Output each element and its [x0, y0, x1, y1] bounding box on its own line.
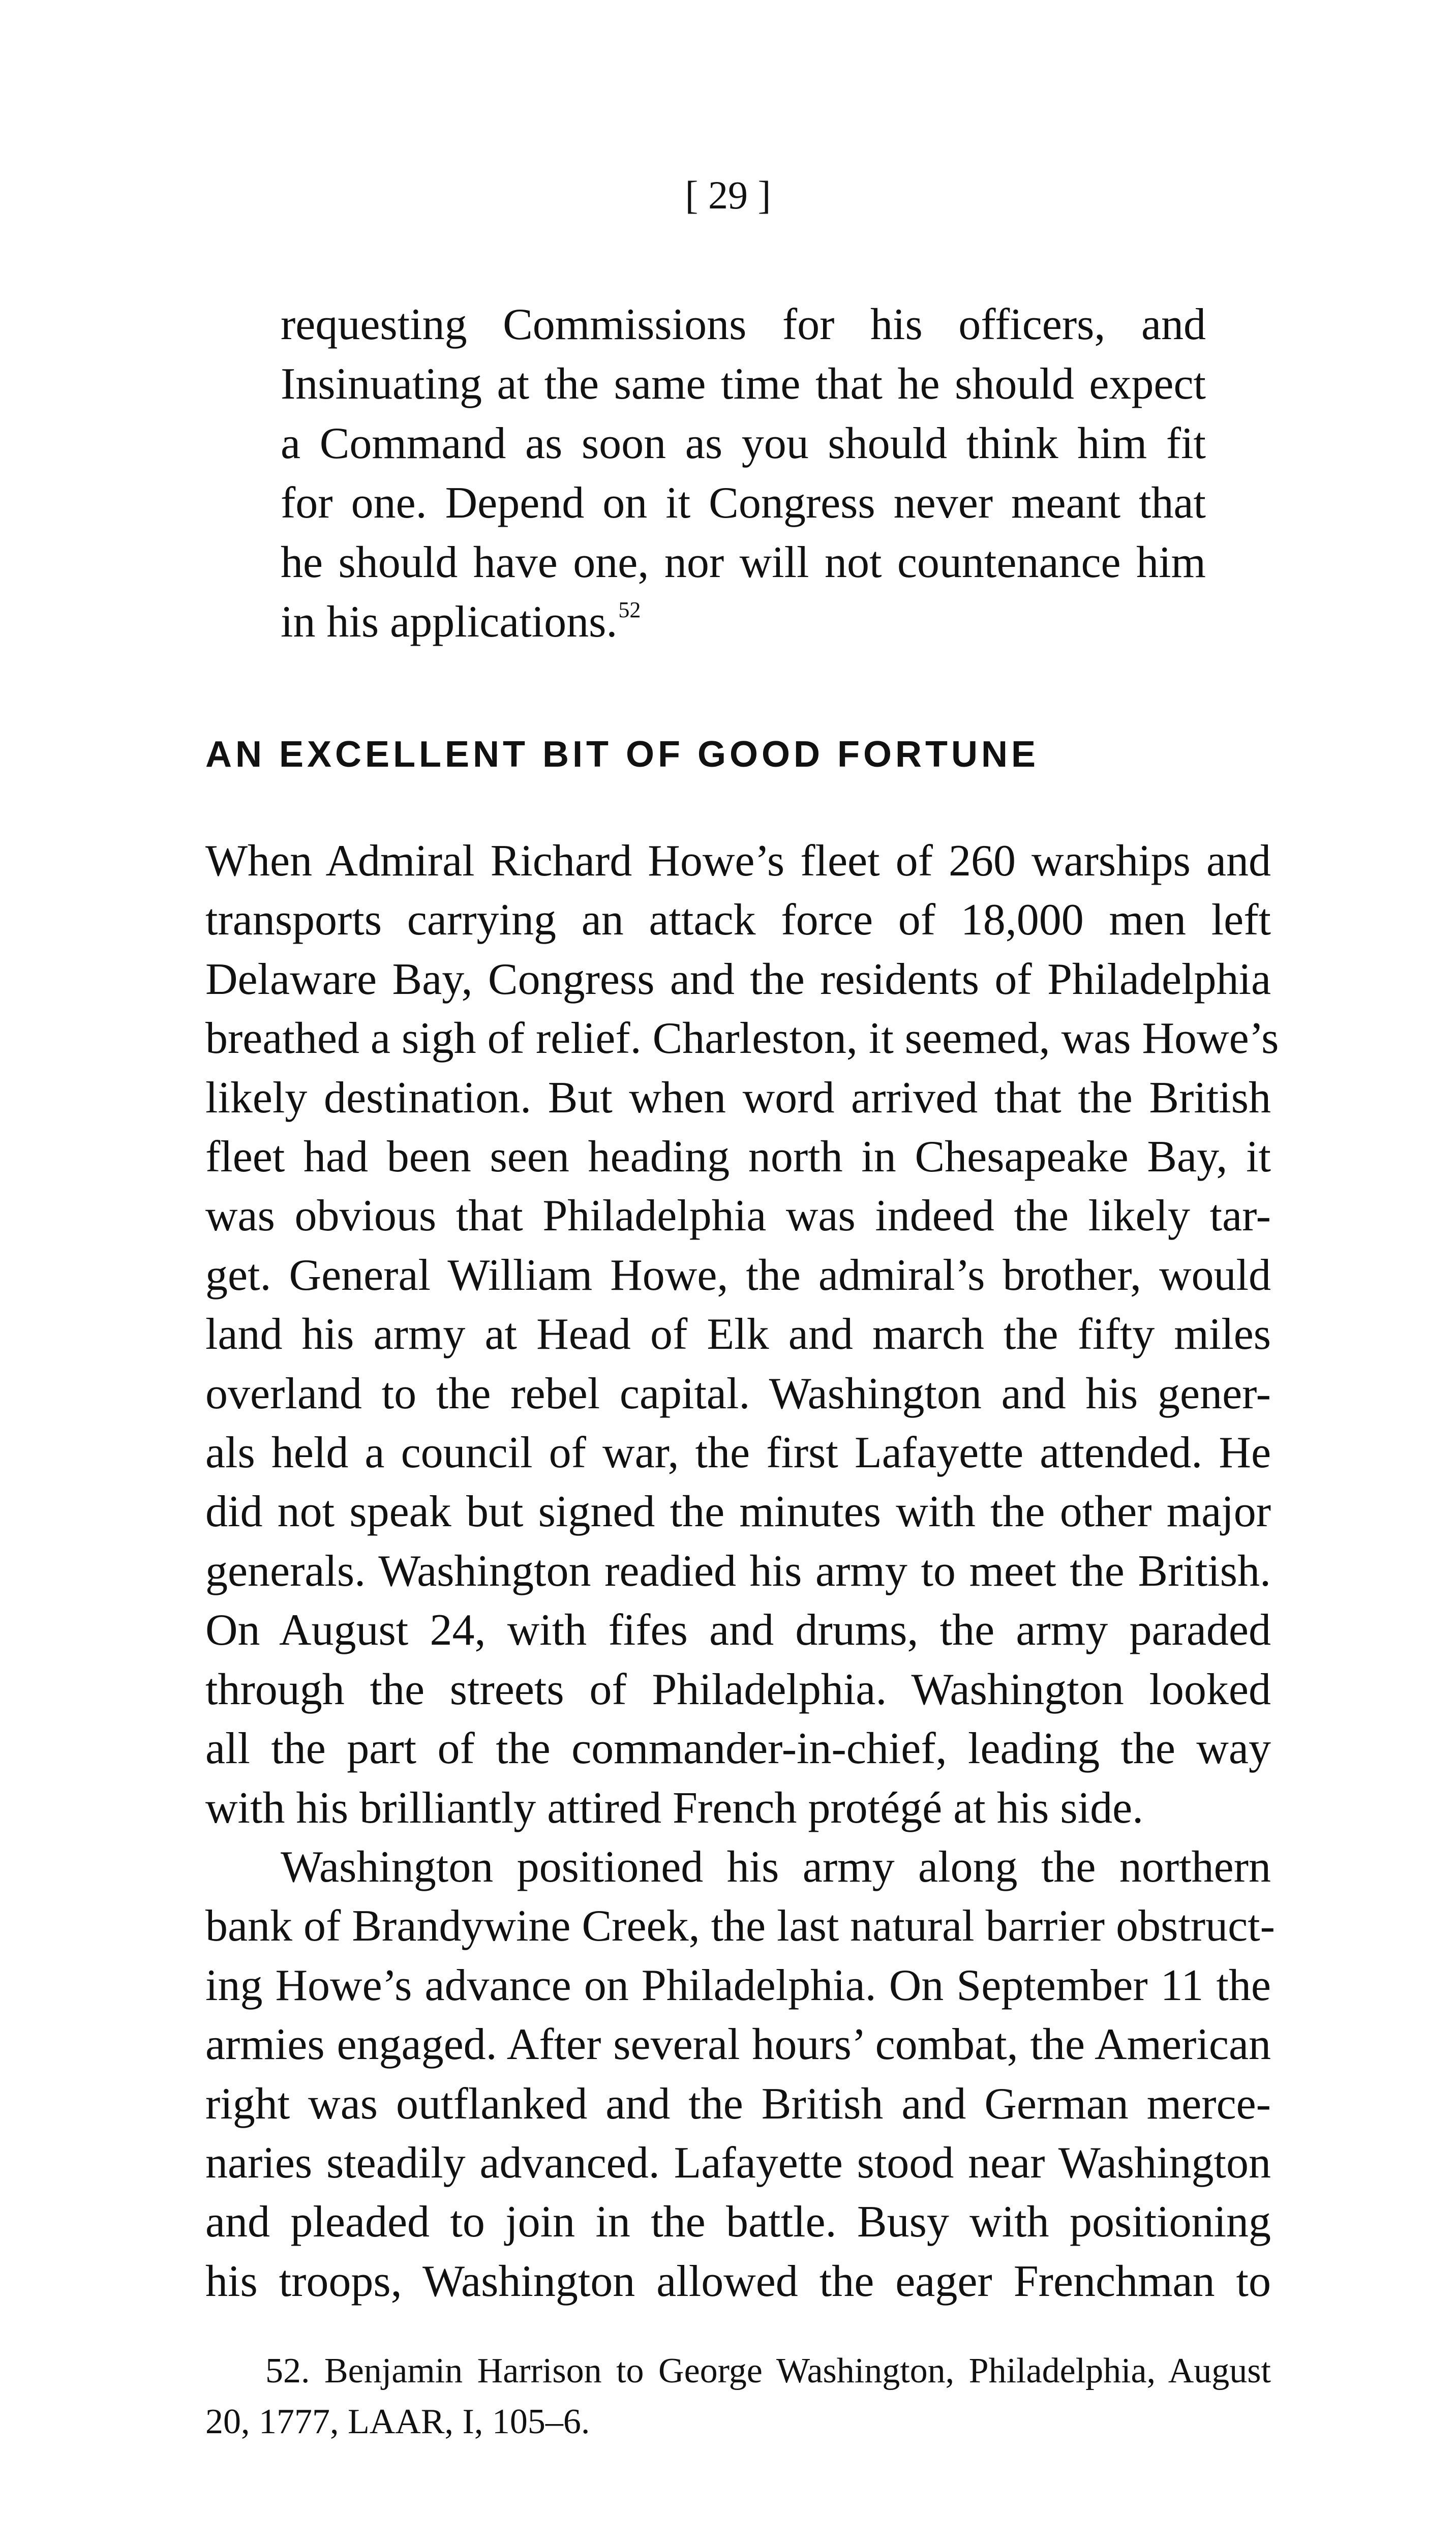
paragraph-line: with his brilliantly attired French protégé at his side.: [205, 1783, 1144, 1833]
paragraph-line: als held a council of war, the first Lafayette attended. He: [205, 1428, 1271, 1478]
paragraph-line: Washington positioned his army along the northern: [281, 1842, 1271, 1892]
paragraph-line: likely destination. But when word arrived that the British: [205, 1073, 1271, 1123]
quote-line: requesting Commissions for his officers, and: [281, 300, 1206, 349]
quote-line: for one. Depend on it Congress never meant that: [281, 478, 1206, 528]
footnote-reference[interactable]: 52: [618, 597, 641, 622]
quote-line: [281, 592, 1206, 659]
paragraph-line: armies engaged. After several hours’ combat, the American: [205, 2020, 1271, 2070]
paragraph-line: did not speak but signed the minutes with the other major: [205, 1487, 1271, 1537]
paragraph-line: his troops, Washington allowed the eager Frenchman to: [205, 2256, 1271, 2306]
quote-line: Insinuating at the same time that he should expect: [281, 359, 1206, 409]
quote-line-text: in his applications.: [281, 597, 618, 647]
paragraph-line: and pleaded to join in the battle. Busy with positioning: [205, 2197, 1271, 2247]
paragraph-line: overland to the rebel capital. Washington and his gener-: [205, 1369, 1271, 1418]
paragraph-line: all the part of the commander-in-chief, leading the way: [205, 1724, 1271, 1774]
paragraph-line: through the streets of Philadelphia. Washington looked: [205, 1665, 1271, 1714]
block-quote: [281, 295, 1206, 659]
paragraph-line: On August 24, with fifes and drums, the army paraded: [205, 1606, 1271, 1655]
paragraph-line: ing Howe’s advance on Philadelphia. On September 11 the: [205, 1960, 1271, 2010]
footnote: [205, 2346, 1271, 2447]
paragraph-line: generals. Washington readied his army to meet the British.: [205, 1546, 1271, 1596]
paragraph-line: breathed a sigh of relief. Charleston, it seemed, was Howe’s: [205, 1014, 1279, 1064]
quote-line: a Command as soon as you should think him fit: [281, 419, 1206, 468]
page-number: [ 29 ]: [685, 173, 771, 217]
paragraph-line: fleet had been seen heading north in Chesapeake Bay, it: [205, 1132, 1271, 1182]
paragraph-line: naries steadily advanced. Lafayette stood near Washington: [205, 2138, 1271, 2188]
section-heading: AN EXCELLENT BIT OF GOOD FORTUNE: [205, 734, 1039, 775]
quote-line: he should have one, nor will not countenance him: [281, 538, 1206, 587]
paragraph-line: was obvious that Philadelphia was indeed the likely tar-: [205, 1191, 1271, 1241]
paragraph-line: When Admiral Richard Howe’s fleet of 260 warships and: [205, 836, 1271, 886]
footnote-line: 52. Benjamin Harrison to George Washington, Philadelphia, August: [265, 2351, 1271, 2390]
footnote-line: 20, 1777, LAAR, I, 105–6.: [205, 2402, 590, 2441]
body-text: [205, 832, 1279, 2311]
paragraph-line: right was outflanked and the British and German merce-: [205, 2079, 1271, 2129]
paragraph-line: bank of Brandywine Creek, the last natural barrier obstruct-: [205, 1901, 1275, 1951]
paragraph-line: Delaware Bay, Congress and the residents of Philadelphia: [205, 954, 1271, 1004]
paragraph-line: transports carrying an attack force of 18,000 men left: [205, 895, 1271, 945]
paragraph-line: land his army at Head of Elk and march the fifty miles: [205, 1310, 1271, 1359]
paragraph-line: get. General William Howe, the admiral’s brother, would: [205, 1250, 1271, 1300]
